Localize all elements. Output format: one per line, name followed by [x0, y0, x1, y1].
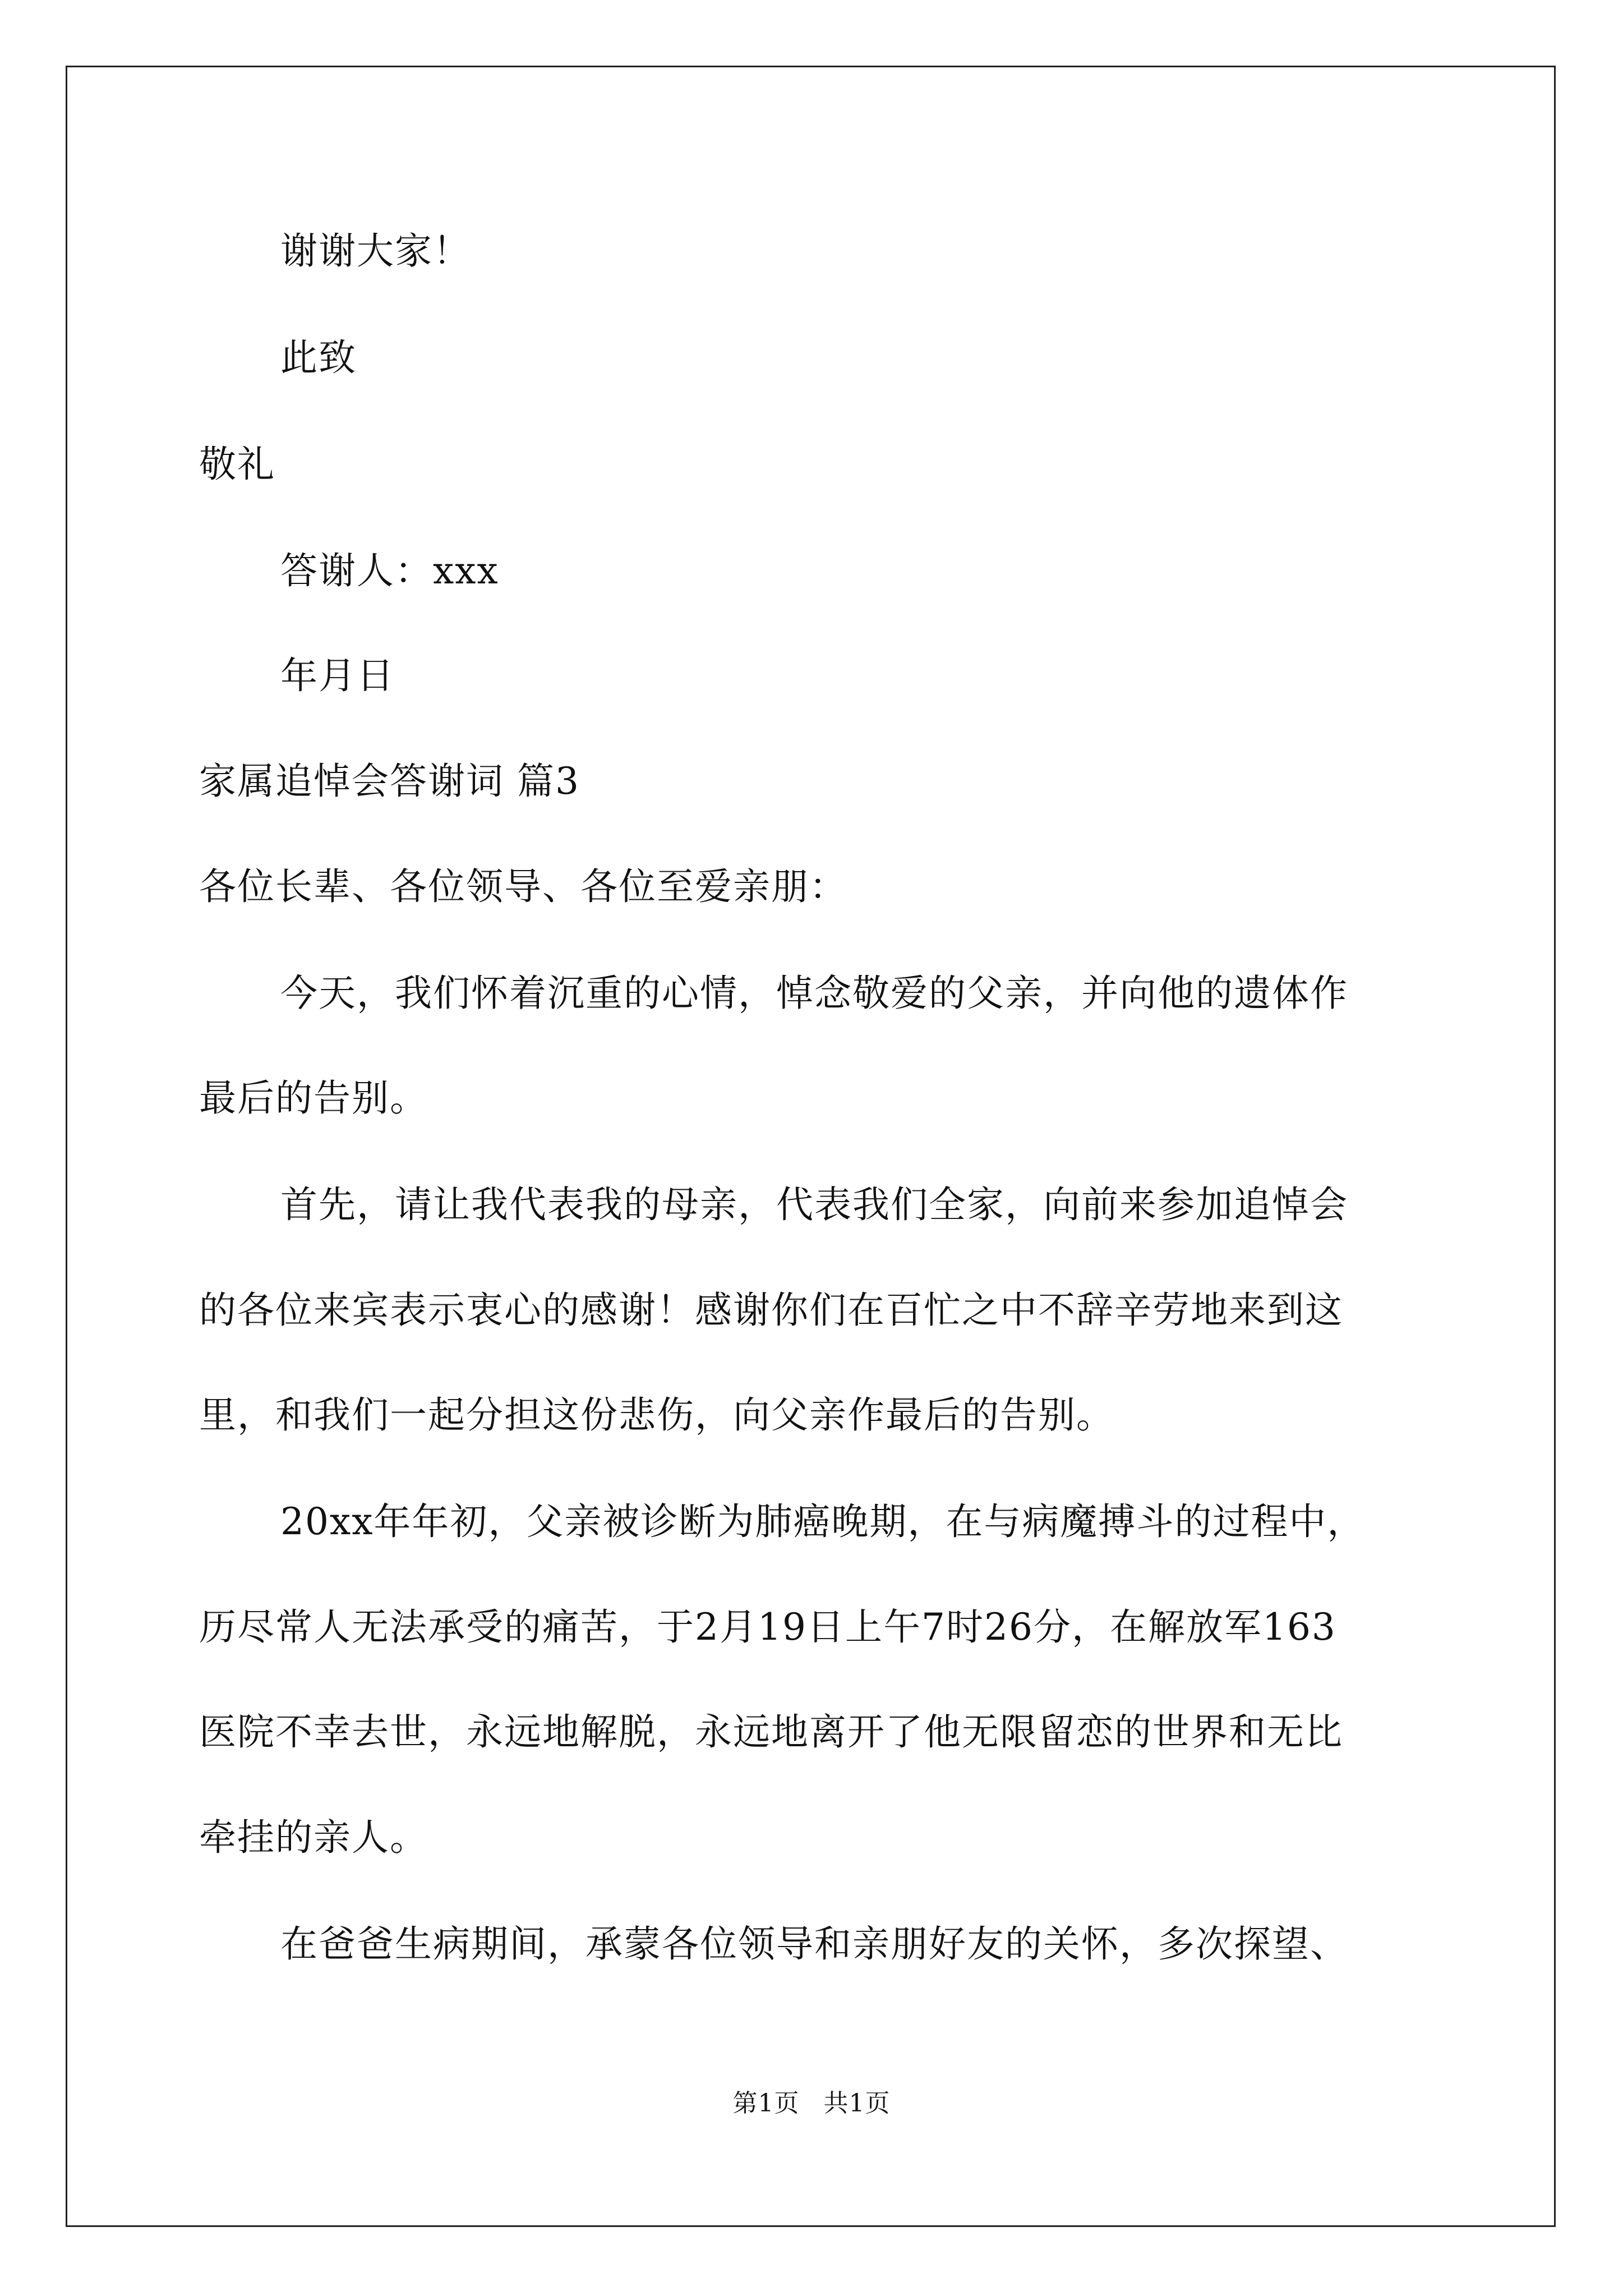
paragraph-line: 首先，请让我代表我的母亲，代表我们全家，向前来参加追悼会 — [280, 1183, 1348, 1226]
page-border — [66, 66, 1556, 2227]
paragraph-line: 的各位来宾表示衷心的感谢！感谢你们在百忙之中不辞辛劳地来到这 — [199, 1289, 1343, 1332]
paragraph-line: 牵挂的亲人。 — [199, 1816, 428, 1859]
text-line-signer: 答谢人：xxx — [280, 549, 499, 592]
text-line-salutation: 此致 — [280, 336, 357, 379]
paragraph-line: 20xx年年初，父亲被诊断为肺癌晚期，在与病魔搏斗的过程中， — [280, 1500, 1366, 1543]
text-line-greeting: 各位长辈、各位领导、各位至爱亲朋： — [199, 865, 847, 908]
page-number-total: 共1页 — [823, 2089, 891, 2118]
text-line-thanks: 谢谢大家！ — [280, 229, 471, 273]
paragraph-line: 医院不幸去世，永远地解脱，永远地离开了他无限留恋的世界和无比 — [199, 1710, 1343, 1754]
paragraph-line: 在爸爸生病期间，承蒙各位领导和亲朋好友的关怀，多次探望、 — [280, 1922, 1348, 1966]
text-line-regards: 敬礼 — [199, 443, 275, 486]
paragraph-line: 历尽常人无法承受的痛苦，于2月19日上午7时26分，在解放军163 — [199, 1605, 1336, 1649]
page-footer — [0, 2091, 1623, 2116]
paragraph-line: 里，和我们一起分担这份悲伤，向父亲作最后的告别。 — [199, 1393, 1114, 1437]
section-heading: 家属追悼会答谢词 篇3 — [199, 760, 580, 803]
paragraph-line: 最后的告别。 — [199, 1076, 428, 1120]
paragraph-line: 今天，我们怀着沉重的心情，悼念敬爱的父亲，并向他的遗体作 — [280, 972, 1348, 1015]
text-line-date: 年月日 — [280, 654, 395, 697]
page-number-current: 第1页 — [732, 2089, 800, 2118]
